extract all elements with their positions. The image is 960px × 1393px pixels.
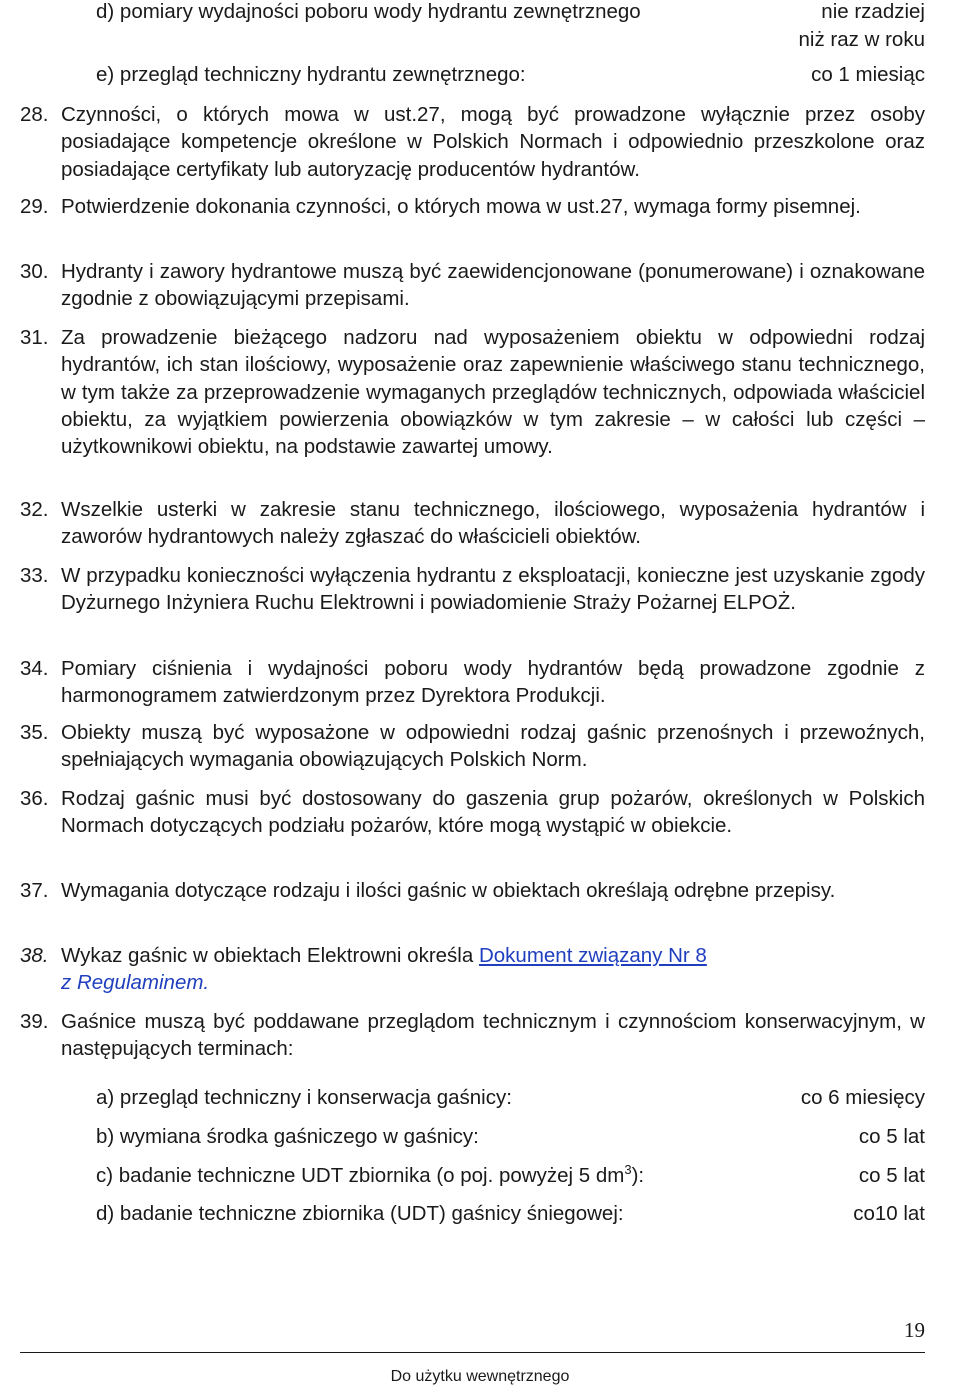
- item-number: 28.: [20, 103, 49, 126]
- item-number: 36.: [20, 787, 49, 810]
- footer-text: Do użytku wewnętrznego: [390, 1368, 570, 1385]
- item-number: 30.: [20, 260, 49, 283]
- list-item-37: [20, 877, 925, 904]
- item-text: [61, 942, 925, 997]
- schedule-value: co10 lat: [853, 1202, 925, 1225]
- schedule-label: a) przegląd techniczny i konserwacja gaśnicy:: [96, 1086, 512, 1109]
- item-text: Gaśnice muszą być poddawane przeglądom technicznym i czynnościom konserwacyjnym, w następujących terminach:: [61, 1010, 925, 1061]
- list-item-31: [20, 324, 925, 460]
- list-item-33: [20, 562, 925, 617]
- item-text: Obiekty muszą być wyposażone w odpowiedni rodzaj gaśnic przenośnych i przewoźnych, spełniających wymagania obowiązujących Polskich Norm.: [61, 721, 925, 772]
- schedule-label: d) pomiary wydajności poboru wody hydrantu zewnętrznego: [96, 0, 641, 23]
- document-link[interactable]: Dokument związany Nr 8: [478, 944, 707, 967]
- item-text: Potwierdzenie dokonania czynności, o których mowa w ust.27, wymaga formy pisemnej.: [61, 195, 861, 218]
- item-number: 29.: [20, 195, 49, 218]
- item-number: 34.: [20, 657, 49, 680]
- item-text: Rodzaj gaśnic musi być dostosowany do gaszenia grup pożarów, określonych w Polskich Normach dotyczących podziału pożarów, które mogą wystąpić w obiekcie.: [61, 787, 925, 838]
- item-number: 31.: [20, 326, 49, 349]
- schedule-label: c) badanie techniczne UDT zbiornika (o poj. powyżej 5 $dm^3$):: [96, 1162, 645, 1187]
- list-item-35: [20, 719, 925, 774]
- schedule-value: co 5 lat: [858, 1164, 925, 1187]
- item-text: Za prowadzenie bieżącego nadzoru nad wyposażeniem obiektu w odpowiedni rodzaj hydrantów, ich stan ilościowy, wyposażenie oraz zapewnienie właściwego stanu technicznego, w tym także za przeprowadzenie wymaganych przeglądów technicznych, odpowiada właściciel obiektu, za wyjątkiem powierzenia obowiązków w tym zakresie – w całości lub części – użytkownikowi obiektu, na podstawie zawartej umowy.: [61, 326, 925, 459]
- item-number: 38.: [20, 944, 49, 967]
- list-item-36: [20, 785, 925, 840]
- schedule-label: d) badanie techniczne zbiornika (UDT) gaśnicy śniegowej:: [96, 1202, 624, 1225]
- schedule-label: b) wymiana środka gaśniczego w gaśnicy:: [96, 1125, 479, 1148]
- item-number: 39.: [20, 1010, 49, 1033]
- item-number: 32.: [20, 498, 49, 521]
- schedule-value: nie rzadziej niż raz w roku: [798, 0, 925, 51]
- item-text: Czynności, o których mowa w ust.27, mogą być prowadzone wyłącznie przez osoby posiadające kompetencje określone w Polskich Normach i odpowiednio przeszkolone oraz posiadające certyfikaty lub autoryzację producentów hydrantów.: [61, 103, 925, 181]
- item-number: 33.: [20, 564, 49, 587]
- schedule-value: co 5 lat: [858, 1125, 925, 1148]
- item-text: Wymagania dotyczące rodzaju i ilości gaśnic w obiektach określają odrębne przepisy.: [61, 879, 836, 902]
- list-item-28: [20, 101, 925, 183]
- item-text: Pomiary ciśnienia i wydajności poboru wody hydrantów będą prowadzone zgodnie z harmonogramem zatwierdzonym przez Dyrektora Produkcji.: [61, 657, 925, 708]
- list-item-29: [20, 193, 925, 220]
- schedule-value: co 1 miesiąc: [811, 63, 925, 86]
- item-text: Wszelkie usterki w zakresie stanu technicznego, ilościowego, wyposażenia hydrantów i zaworów hydrantowych należy zgłaszać do właścicieli obiektów.: [61, 498, 925, 549]
- schedule-label: e) przegląd techniczny hydrantu zewnętrznego:: [96, 63, 526, 86]
- list-item-30: [20, 258, 925, 313]
- footer-divider: [20, 1352, 925, 1353]
- list-item-38: [20, 942, 925, 997]
- page-number: 19: [904, 1318, 925, 1342]
- item-number: 37.: [20, 879, 49, 902]
- item-text: Hydranty i zawory hydrantowe muszą być zaewidencjonowane (ponumerowane) i oznakowane zgodnie z obowiązującymi przepisami.: [61, 260, 925, 311]
- item-number: 35.: [20, 721, 49, 744]
- schedule-value: co 6 miesięcy: [800, 1086, 925, 1109]
- item-text-after-link[interactable]: z Regulaminem.: [61, 971, 210, 995]
- item-text-before-link: Wykaz gaśnic w obiektach Elektrowni określa: [61, 944, 479, 967]
- superscript: 3: [624, 1162, 632, 1177]
- list-item-34: [20, 655, 925, 710]
- list-item-32: [20, 496, 925, 551]
- list-item-39: [20, 1008, 925, 1063]
- item-text: W przypadku konieczności wyłączenia hydrantu z eksploatacji, konieczne jest uzyskanie zgody Dyżurnego Inżyniera Ruchu Elektrowni i powiadomienie Straży Pożarnej ELPOŻ.: [61, 564, 925, 615]
